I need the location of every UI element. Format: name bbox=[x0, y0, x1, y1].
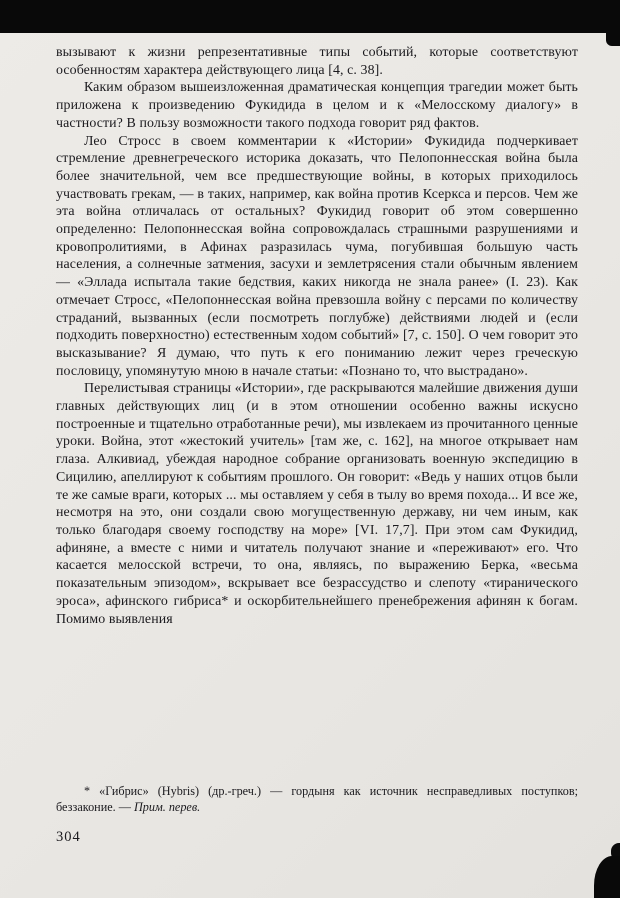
footnote bbox=[56, 783, 578, 816]
paragraph: Лео Стросс в своем комментарии к «Истории» Фукидида подчеркивает стремление древнегреческого историка доказать, что Пелопоннесская война была более значительной, чем все предшествующие войны, в которых приходилось участвовать грекам, — в таких, например, как война против Ксеркса и персов. Чем же эта война отличалась от остальных? Фукидид говорит об этом совершенно определенно: Пелопоннесская война сопровождалась страшными разрушениями и кровопролитиями, в Афинах разразилась чума, погубившая большую часть населения, а солнечные затмения, засухи и землетрясения стали обычным явлением — «Эллада испытала такие бедствия, каких никогда не знала ранее» (I. 23). Как отмечает Стросс, «Пелопоннесская война превзошла войну с персами по количеству страданий, вызванных (если посмотреть поглубже) действиями людей и (если подходить поверхностно) естественным ходом событий» [7, с. 150]. О чем говорит это высказывание? Я думаю, что путь к его пониманию лежит через греческую пословицу, упомянутую мною в начале статьи: «Познано то, что выстрадано». bbox=[56, 133, 578, 379]
paragraph: Перелистывая страницы «Истории», где раскрываются малейшие движения души главных действующих лиц (и в этом отношении особенно важны искусно построенные и тщательно отработанные речи), мы извлекаем из прочитанного ценные уроки. Война, этот «жестокий учитель» [там же, с. 162], на многое открывает нам глаза. Алкивиад, убеждая народное собрание организовать военную экспедицию в Сицилию, апеллируют к событиям прошлого. Он говорит: «Ведь у наших отцов были те же самые враги, которых ... мы оставляем у себя в тылу во время похода... И все же, несмотря на это, они создали свою могущественную державу, ни чем иным, как только благодаря своему господству на море» [VI. 17,7]. При этом сам Фукидид, афиняне, а вместе с ними и читатель получают знание и «переживают» его. Что касается мелосской встречи, то она, являясь, по выражению Берка, «весьма показательным эпизодом», вскрывает все безрассудство и слепоту «тиранического эроса», афинского гибриса* и оскорбительнейшего пренебрежения афинян к богам. Помимо выявления bbox=[56, 381, 578, 627]
scan-border-top bbox=[0, 0, 620, 33]
footnote-attribution: Прим. перев. bbox=[133, 800, 201, 815]
paragraph: Каким образом вышеизложенная драматическая концепция трагедии может быть приложена к произведению Фукидида в целом и к «Мелосскому диалогу» в частности? В пользу возможности такого подхода говорит ряд фактов. bbox=[56, 80, 578, 131]
page-number: 304 bbox=[56, 829, 81, 845]
page-body-text bbox=[56, 44, 578, 628]
paragraph-continuation: вызывают к жизни репрезентативные типы событий, которые соответствуют особенностям характера действующего лица [4, с. 38]. bbox=[56, 45, 578, 78]
scan-corner-bottom-right bbox=[594, 856, 620, 898]
footnote-body: * «Гибрис» (Hybris) (др.-греч.) — гордыня как источник несправедливых поступков; беззаконие. — bbox=[56, 784, 578, 815]
scan-border-top-right bbox=[606, 33, 620, 46]
footnote-text bbox=[56, 783, 578, 816]
